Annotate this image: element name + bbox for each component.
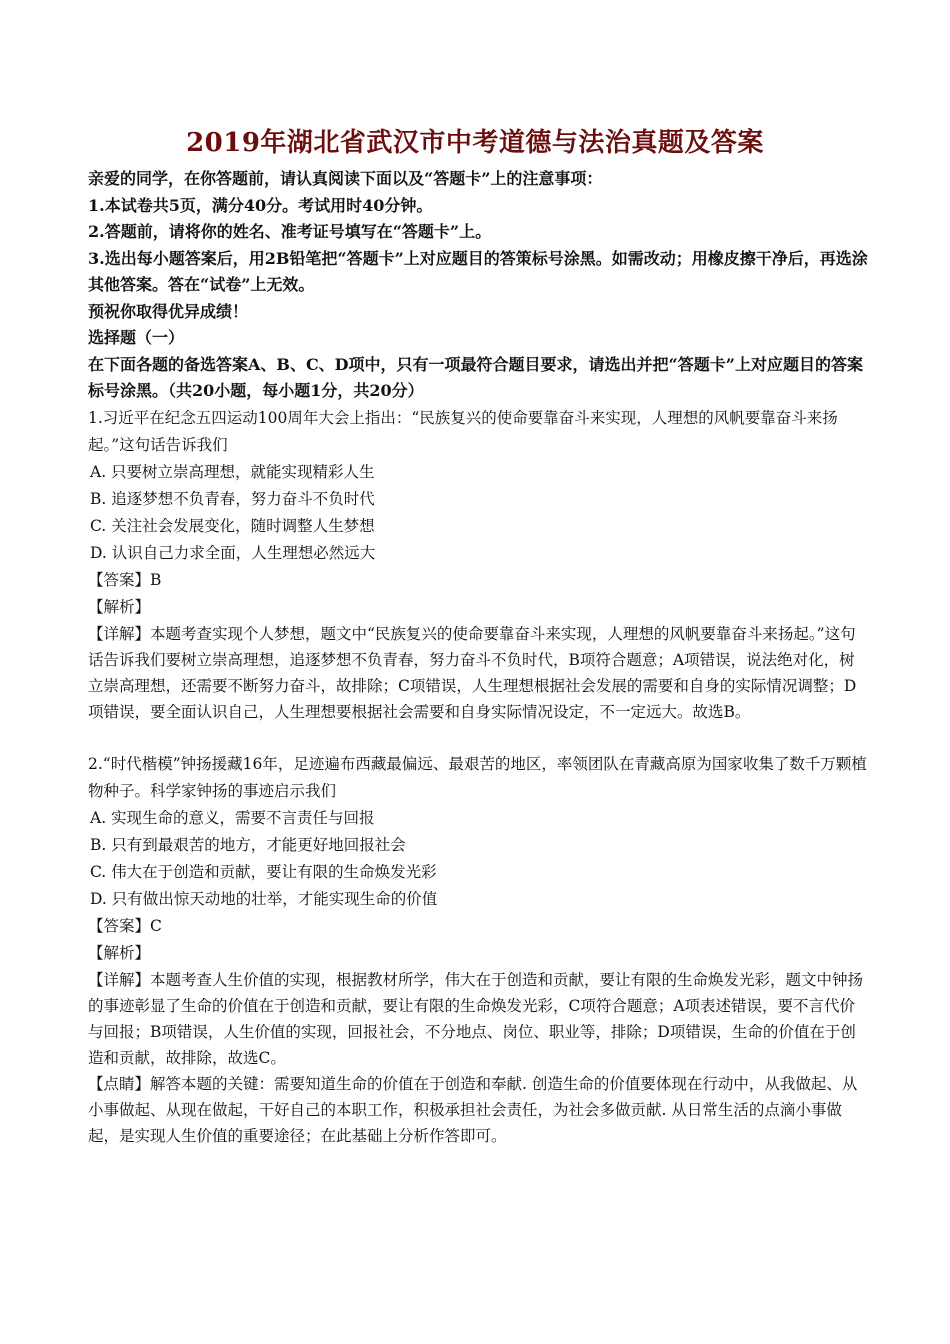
section-instruction: 在下面各题的备选答案A、B、C、D项中，只有一项最符合题目要求，请选出并把“答题卡”上对应题目的答案标号涂黑。（共20小题，每小题1分，共20分） [88,354,863,400]
option-c: C. 伟大在于创造和贡献，要让有限的生命焕发光彩 [90,862,437,881]
answer-label: 【答案】C [88,916,162,935]
notice-item-1: 1.本试卷共5页，满分40分。考试用时40分钟。 [88,195,433,215]
option-a: A. 实现生命的意义，需要不言责任与回报 [90,808,375,827]
tip-explanation: 【点睛】解答本题的关键：需要知道生命的价值在于创造和奉献. 创造生命的价值要体现在行动中，从我做起、从小事做起、从现在做起，干好自己的本职工作，积极承担社会责任，为社会多做贡献. 从日常生活的点滴小事做起，是实现人生价值的重要途径；在此基础上分析作答即可。 [88,1074,858,1145]
question-stem: 2.“时代楷模”钟扬援藏16年，足迹遍布西藏最偏远、最艰苦的地区，率领团队在青藏高原为国家收集了数千万颗植物种子。科学家钟扬的事迹启示我们 [88,754,867,800]
notice-intro: 亲爱的同学，在你答题前，请认真阅读下面以及“答题卡”上的注意事项： [88,169,603,188]
notice-item-3: 3.选出每小题答案后，用2B铅笔把“答题卡”上对应题目的答策标号涂黑。如需改动；用橡皮擦干净后，再选涂其他答案。答在“试卷”上无效。 [88,248,868,294]
question-2 [88,751,870,1149]
section-heading: 选择题（一） [88,328,185,347]
question-stem: 1.习近平在纪念五四运动100周年大会上指出：“民族复兴的使命要靠奋斗来实现，人理想的风帆要靠奋斗来扬起。”这句话告诉我们 [88,408,838,454]
option-b: B. 追逐梦想不负青春，努力奋斗不负时代 [90,489,375,508]
notice-wish: 预祝你取得优异成绩！ [88,301,249,321]
analysis-label: 【解析】 [88,943,151,962]
detail-explanation: 【详解】本题考查实现个人梦想，题文中“民族复兴的使命要靠奋斗来实现，人理想的风帆要靠奋斗来扬起。”这句话告诉我们要树立崇高理想，追逐梦想不负青春，努力奋斗不负时代，B项符合题意；A项错误，说法绝对化，树立崇高理想，还需要不断努力奋斗，故排除；C项错误，人生理想根据社会发展的需要和自身的实际情况调整；D项错误，要全面认识自己，人生理想要根据社会需要和自身实际情况设定，不一定远大。故选B。 [88,624,857,721]
notice-item-2: 2.答题前，请将你的姓名、准考证号填写在“答题卡”上。 [88,222,492,241]
option-c: C. 关注社会发展变化，随时调整人生梦想 [90,516,375,535]
option-d: D. 认识自己力求全面，人生理想必然远大 [90,543,376,562]
option-b: B. 只有到最艰苦的地方，才能更好地回报社会 [90,835,406,854]
answer-label: 【答案】B [88,570,162,589]
question-1 [88,405,870,725]
analysis-label: 【解析】 [88,597,151,616]
page-title: 2019年湖北省武汉市中考道德与法治真题及答案 [186,128,764,158]
option-d: D. 只有做出惊天动地的壮举，才能实现生命的价值 [90,889,438,908]
spacer [88,725,870,751]
document-body [88,166,870,1149]
detail-explanation: 【详解】本题考查人生价值的实现，根据教材所学，伟大在于创造和贡献，要让有限的生命焕发光彩，题文中钟扬的事迹彰显了生命的价值在于创造和贡献，要让有限的生命焕发光彩，C项符合题意；A项表述错误，要不言代价与回报；B项错误，人生价值的实现，回报社会，不分地点、岗位、职业等，排除；D项错误，生命的价值在于创造和贡献，故排除，故选C。 [88,970,864,1067]
option-a: A. 只要树立崇高理想，就能实现精彩人生 [90,462,375,481]
